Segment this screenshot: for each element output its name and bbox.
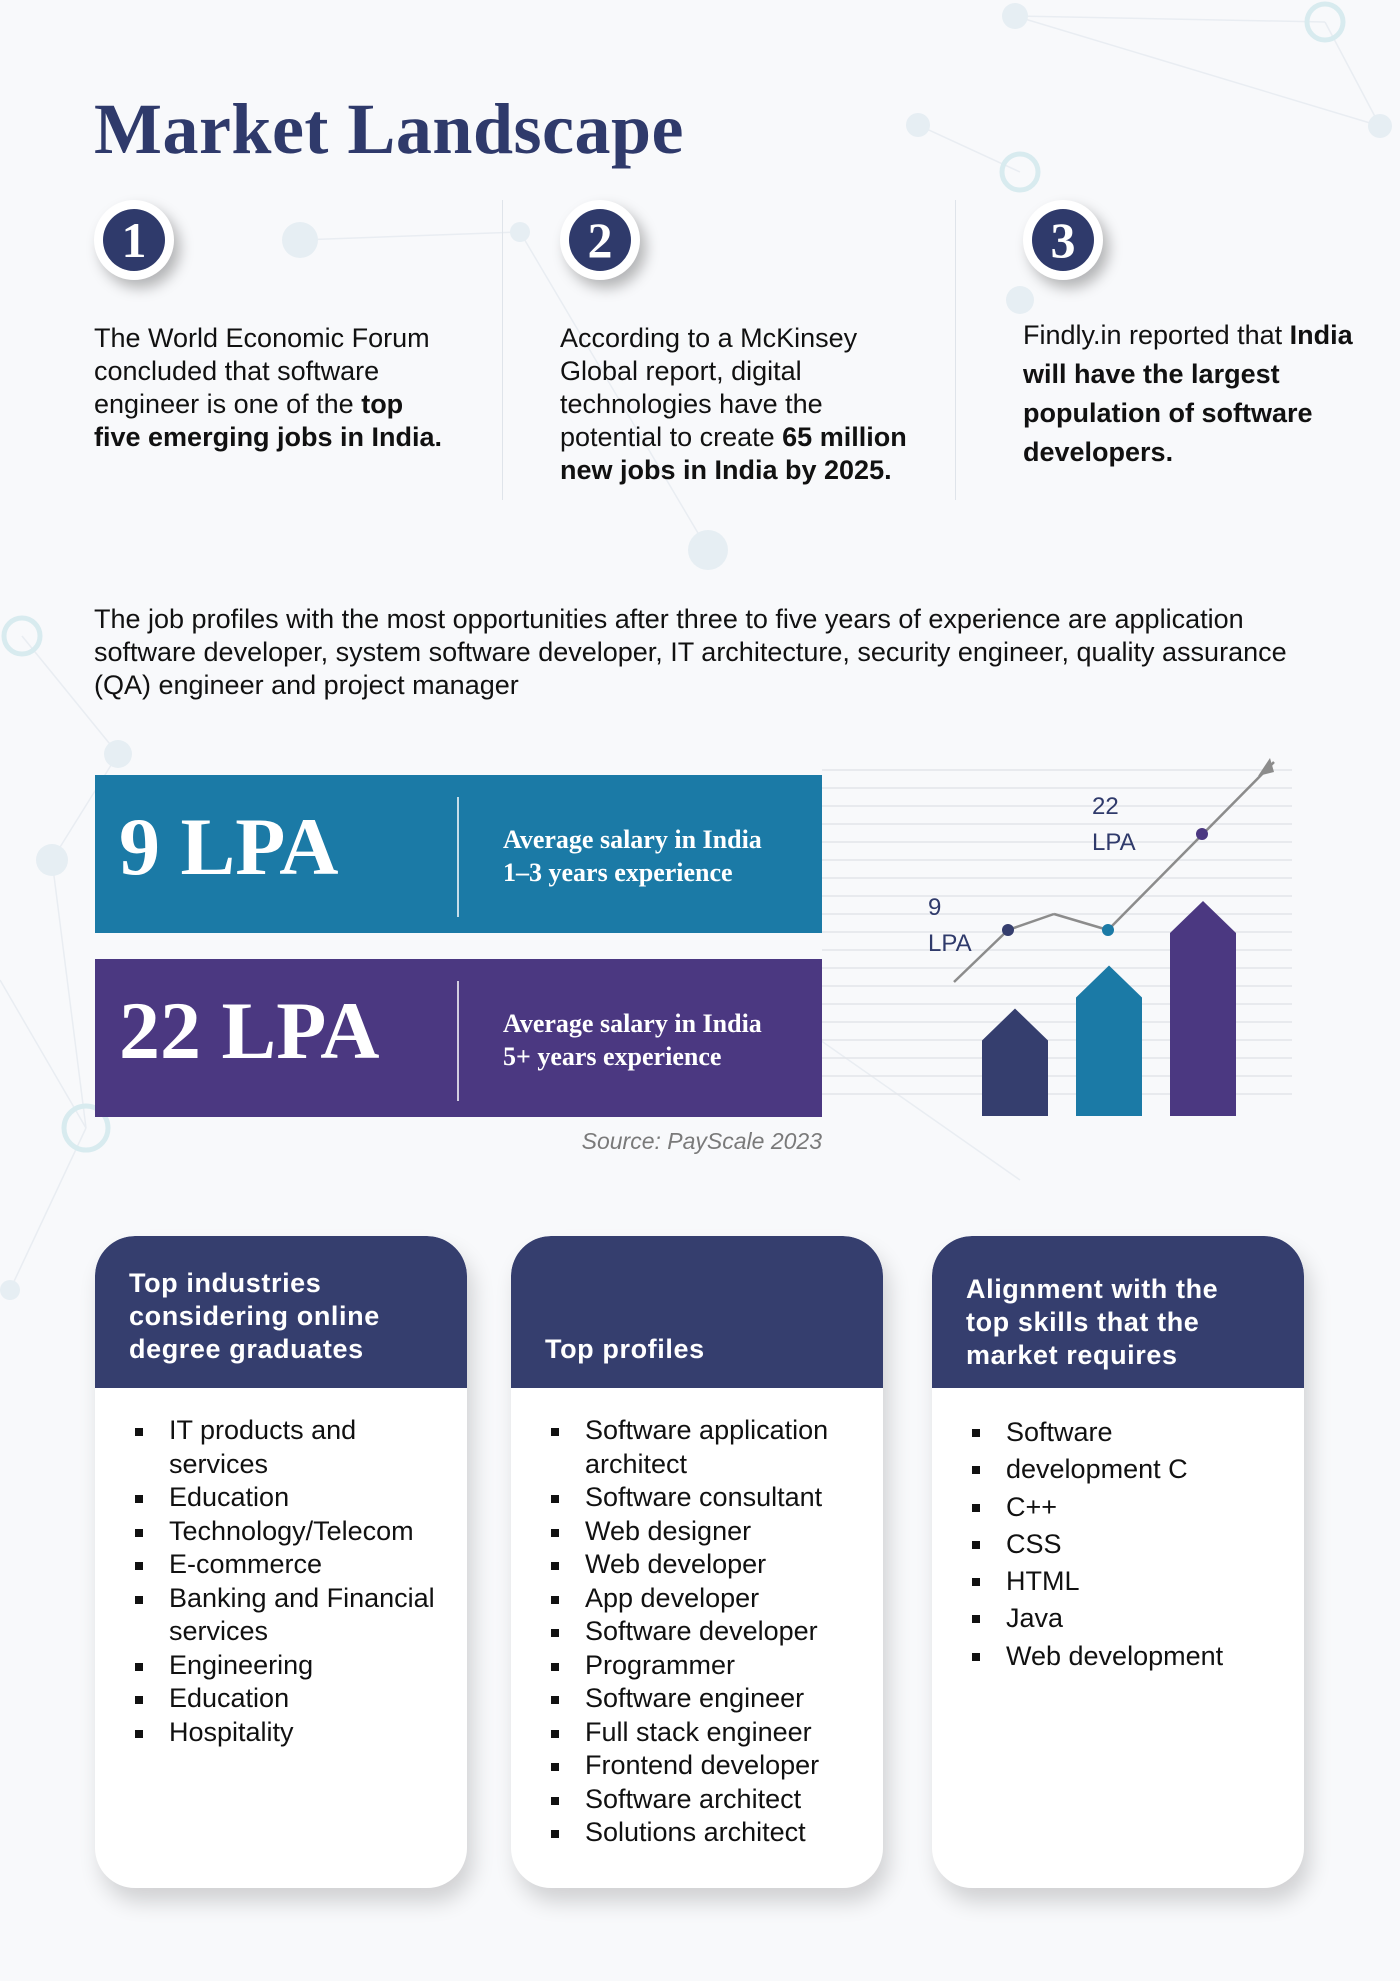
salary-description: Average salary in India 5+ years experience xyxy=(503,1009,762,1071)
list-item: Software xyxy=(970,1414,1294,1451)
band-separator xyxy=(457,797,459,917)
column-divider xyxy=(502,200,503,500)
list-item: Banking and Financial services xyxy=(133,1582,457,1649)
card-top-industries xyxy=(95,1236,467,1888)
trend-label: 22 xyxy=(1092,793,1119,820)
column-divider xyxy=(955,200,956,500)
band-separator xyxy=(457,981,459,1101)
salary-value: 9 LPA xyxy=(119,801,339,892)
trend-label: LPA xyxy=(928,930,972,957)
list-item: Engineering xyxy=(133,1649,457,1683)
trend-label: LPA xyxy=(1092,829,1136,856)
list-item: E-commerce xyxy=(133,1548,457,1582)
stat-column-1 xyxy=(94,200,454,454)
list-item: Solutions architect xyxy=(549,1816,873,1850)
list-item: Software architect xyxy=(549,1783,873,1817)
list-item: HTML xyxy=(970,1563,1294,1600)
list-item: Technology/Telecom xyxy=(133,1515,457,1549)
list-item: Software developer xyxy=(549,1615,873,1649)
list-item: C++ xyxy=(970,1489,1294,1526)
card-heading: Alignment with the top skills that the market requires xyxy=(966,1274,1219,1370)
trend-segment xyxy=(1054,914,1108,930)
list-item: development C xyxy=(970,1451,1294,1488)
stat-column-2 xyxy=(560,200,920,487)
intro-paragraph: The job profiles with the most opportunities after three to five years of experience are application software developer, system software developer, IT architecture, security engineer, quality assurance (QA) engineer and project manager xyxy=(94,604,1287,700)
trend-arrowhead xyxy=(1258,758,1274,776)
list-item: Education xyxy=(133,1481,457,1515)
card-heading: Top industries considering online degree graduates xyxy=(129,1268,380,1364)
stat-text-1: The World Economic Forum concluded that software engineer is one of the top five emerging jobs in India. xyxy=(94,323,443,452)
number-badge-1: 1 xyxy=(94,200,174,280)
list-item: Education xyxy=(133,1682,457,1716)
list-item: CSS xyxy=(970,1526,1294,1563)
trend-segment xyxy=(1008,914,1054,930)
stat-column-3 xyxy=(1023,200,1383,472)
salary-growth-chart xyxy=(822,750,1292,1120)
card-list xyxy=(511,1388,883,1850)
card-header xyxy=(932,1236,1304,1388)
list-item: Software application architect xyxy=(549,1414,873,1481)
list-item: IT products and services xyxy=(133,1414,457,1481)
card-header xyxy=(95,1236,467,1388)
card-header xyxy=(511,1236,883,1388)
list-item: Java xyxy=(970,1600,1294,1637)
salary-description: Average salary in India 1–3 years experience xyxy=(503,825,762,887)
salary-band-junior xyxy=(95,775,822,933)
list-item: Web designer xyxy=(549,1515,873,1549)
card-top-profiles xyxy=(511,1236,883,1888)
chart-bar xyxy=(1170,901,1236,1116)
list-item: Hospitality xyxy=(133,1716,457,1750)
card-list xyxy=(932,1388,1304,1675)
list-item: Web developer xyxy=(549,1548,873,1582)
list-item: Software consultant xyxy=(549,1481,873,1515)
salary-band-senior xyxy=(95,959,822,1117)
page-title: Market Landscape xyxy=(94,89,684,169)
list-item: Programmer xyxy=(549,1649,873,1683)
list-item: App developer xyxy=(549,1582,873,1616)
trend-point xyxy=(1196,828,1208,840)
stat-text-3: Findly.in reported that India will have the largest population of software developers. xyxy=(1023,320,1353,467)
chart-bar xyxy=(982,1009,1048,1117)
source-note: Source: PayScale 2023 xyxy=(581,1128,822,1154)
trend-label: 9 xyxy=(928,894,942,921)
list-item: Software engineer xyxy=(549,1682,873,1716)
card-list xyxy=(95,1388,467,1749)
trend-point xyxy=(1102,924,1114,936)
card-top-skills xyxy=(932,1236,1304,1888)
trend-point xyxy=(1002,924,1014,936)
list-item: Web development xyxy=(970,1638,1294,1675)
salary-value: 22 LPA xyxy=(119,985,380,1076)
number-badge-3: 3 xyxy=(1023,200,1103,280)
chart-bar xyxy=(1076,966,1142,1117)
list-item: Frontend developer xyxy=(549,1749,873,1783)
list-item: Full stack engineer xyxy=(549,1716,873,1750)
number-badge-2: 2 xyxy=(560,200,640,280)
card-heading: Top profiles xyxy=(545,1334,705,1364)
stat-text-2: According to a McKinsey Global report, digital technologies have the potential to create 65 million new jobs in India by 2025. xyxy=(560,323,907,485)
